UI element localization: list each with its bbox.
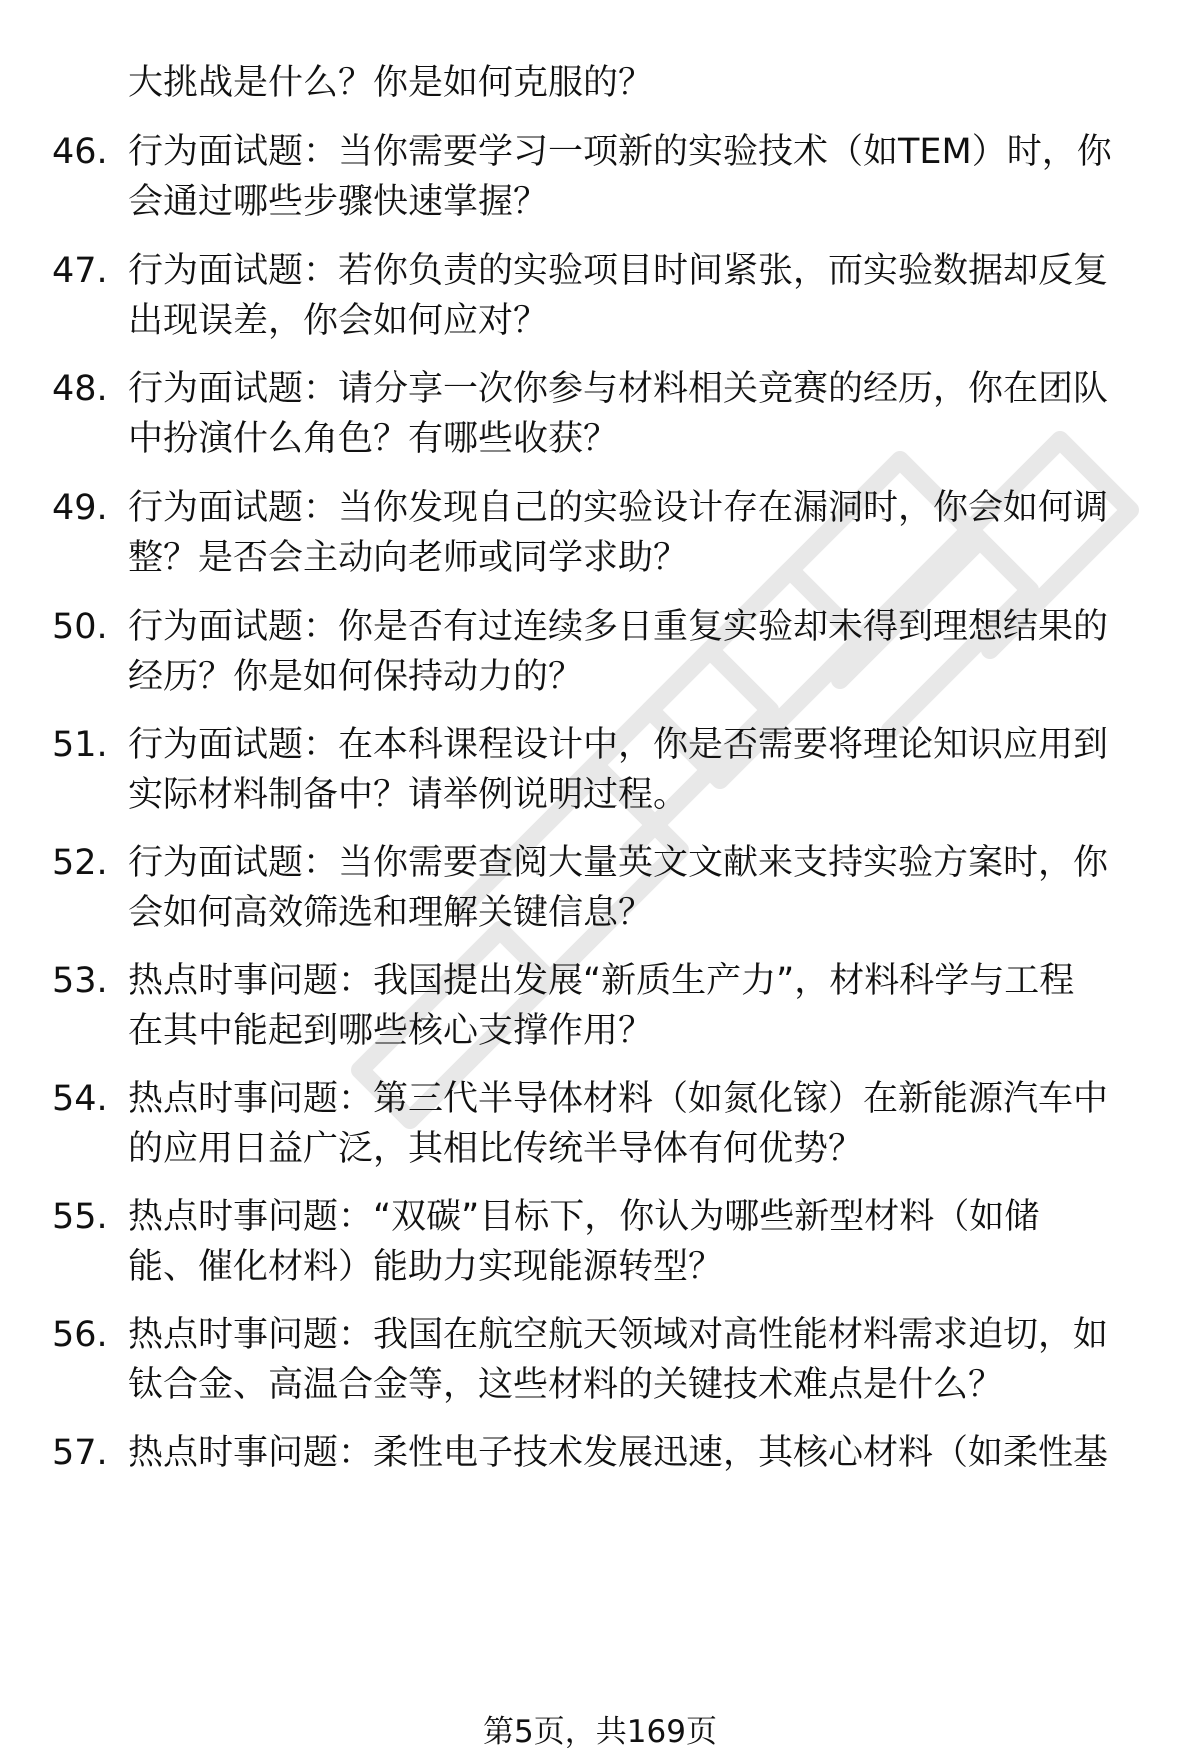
question-line: 热点时事问题：我国提出发展“新质生产力”，材料科学与工程 bbox=[128, 961, 1075, 1001]
question-text bbox=[128, 1428, 1138, 1478]
question-line: 的应用日益广泛，其相比传统半导体有何优势？ bbox=[128, 1129, 864, 1169]
question-line: 热点时事问题：“双碳”目标下，你认为哪些新型材料（如储 bbox=[128, 1197, 1040, 1237]
question-line: 热点时事问题：第三代半导体材料（如氮化镓）在新能源汽车中 bbox=[128, 1079, 1109, 1119]
question-text bbox=[128, 720, 1138, 820]
question-number: 52. bbox=[52, 843, 108, 883]
list-item bbox=[52, 602, 1152, 702]
question-line: 在其中能起到哪些核心支撑作用？ bbox=[128, 1011, 654, 1051]
question-line: 行为面试题：当你发现自己的实验设计存在漏洞时，你会如何调 bbox=[128, 488, 1109, 528]
question-line: 钛合金、高温合金等，这些材料的关键技术难点是什么？ bbox=[128, 1365, 1004, 1405]
page-footer: 第5页，共169页 bbox=[483, 1714, 717, 1750]
question-number: 53. bbox=[52, 961, 108, 1001]
list-item bbox=[52, 1192, 1152, 1292]
question-text bbox=[128, 1192, 1138, 1292]
question-line: 热点时事问题：我国在航空航天领域对高性能材料需求迫切，如 bbox=[128, 1315, 1109, 1355]
question-line: 中扮演什么角色？有哪些收获？ bbox=[128, 419, 619, 459]
list-item bbox=[52, 364, 1152, 464]
question-number: 55. bbox=[52, 1197, 108, 1237]
question-line: 行为面试题：当你需要学习一项新的实验技术（如TEM）时，你 bbox=[128, 132, 1112, 172]
question-number: 49. bbox=[52, 488, 108, 528]
question-line: 行为面试题：若你负责的实验项目时间紧张，而实验数据却反复 bbox=[128, 251, 1109, 291]
question-line: 行为面试题：当你需要查阅大量英文文献来支持实验方案时，你 bbox=[128, 843, 1109, 883]
question-text bbox=[128, 1074, 1138, 1174]
continued-question-text: 大挑战是什么？你是如何克服的？ bbox=[128, 63, 654, 103]
question-number: 47. bbox=[52, 251, 108, 291]
question-number: 50. bbox=[52, 607, 108, 647]
question-number: 56. bbox=[52, 1315, 108, 1355]
list-item bbox=[52, 720, 1152, 820]
question-number: 48. bbox=[52, 369, 108, 409]
question-line: 实际材料制备中？请举例说明过程。 bbox=[128, 775, 689, 815]
question-number: 57. bbox=[52, 1433, 108, 1473]
question-text bbox=[128, 956, 1138, 1056]
question-number: 46. bbox=[52, 132, 108, 172]
list-item bbox=[52, 1310, 1152, 1410]
question-line: 会通过哪些步骤快速掌握？ bbox=[128, 182, 549, 222]
question-line: 能、催化材料）能助力实现能源转型？ bbox=[128, 1247, 724, 1287]
question-line: 热点时事问题：柔性电子技术发展迅速，其核心材料（如柔性基 bbox=[128, 1433, 1109, 1473]
question-text bbox=[128, 127, 1138, 227]
list-item bbox=[52, 838, 1152, 938]
question-text bbox=[128, 246, 1138, 346]
list-item bbox=[52, 956, 1152, 1056]
question-line: 行为面试题：请分享一次你参与材料相关竞赛的经历，你在团队 bbox=[128, 369, 1109, 409]
list-item bbox=[52, 246, 1152, 346]
question-text bbox=[128, 838, 1138, 938]
question-number: 51. bbox=[52, 725, 108, 765]
question-line: 行为面试题：你是否有过连续多日重复实验却未得到理想结果的 bbox=[128, 607, 1109, 647]
question-line: 经历？你是如何保持动力的？ bbox=[128, 657, 584, 697]
list-item bbox=[52, 483, 1152, 583]
list-item bbox=[52, 127, 1152, 227]
question-text bbox=[128, 364, 1138, 464]
question-number: 54. bbox=[52, 1079, 108, 1119]
question-text bbox=[128, 602, 1138, 702]
list-item bbox=[52, 1074, 1152, 1174]
question-line: 会如何高效筛选和理解关键信息？ bbox=[128, 893, 654, 933]
question-text bbox=[128, 483, 1138, 583]
question-line: 行为面试题：在本科课程设计中，你是否需要将理论知识应用到 bbox=[128, 725, 1109, 765]
question-line: 整？是否会主动向老师或同学求助？ bbox=[128, 538, 689, 578]
list-item bbox=[52, 1428, 1152, 1478]
question-line: 出现误差，你会如何应对？ bbox=[128, 301, 549, 341]
question-text bbox=[128, 1310, 1138, 1410]
